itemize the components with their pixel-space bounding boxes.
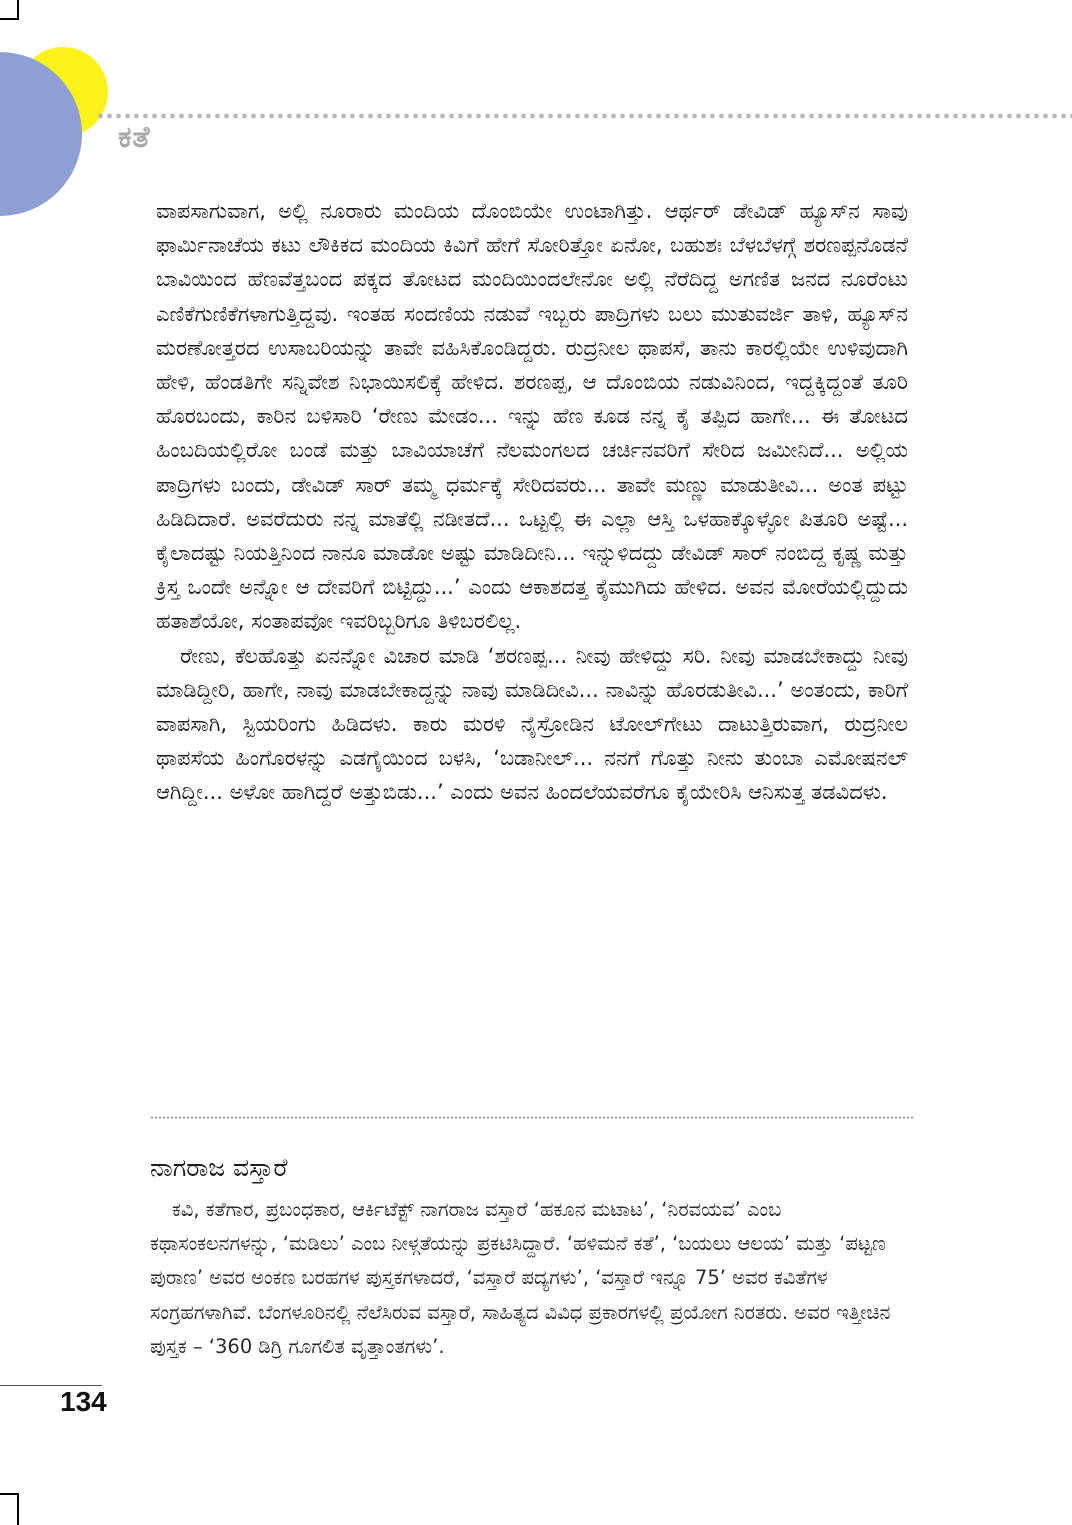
crop-mark-top-left-horizontal — [0, 18, 19, 20]
header-dotted-rule — [96, 112, 1072, 120]
author-section-divider — [150, 1115, 914, 1120]
story-body — [156, 194, 908, 810]
author-name: ನಾಗರಾಜ ವಸ್ತಾರೆ — [150, 1153, 288, 1182]
story-paragraph: ವಾಪಸಾಗುವಾಗ, ಅಲ್ಲಿ ನೂರಾರು ಮಂದಿಯ ದೊಂಬಿಯೇ ಉಂಟಾಗಿತ್ತು. ಆರ್ಥರ್ ಡೇವಿಡ್ ಹ್ಯೂಸ್‌ನ ಸಾವು ಫಾರ್ಮಿನಾಚೆಯ ಕಟು ಲೌಕಿಕದ ಮಂದಿಯ ಕಿವಿಗೆ ಹೇಗೆ ಸೋರಿತ್ತೋ ಏನೋ, ಬಹುಶಃ ಬೆಳಬೆಳಗ್ಗೆ ಶರಣಪ್ಪನೊಡನೆ ಬಾವಿಯಿಂದ ಹೆಣವೆತ್ತಬಂದ ಪಕ್ಕದ ತೋಟದ ಮಂದಿಯಿಂದಲೇನೋ ಅಲ್ಲಿ ನೆರೆದಿದ್ದ ಅಗಣಿತ ಜನದ ನೂರೆಂಟು ಎಣಿಕೆಗುಣಿಕೆಗಳಾಗುತ್ತಿದ್ದವು. ಇಂತಹ ಸಂದಣಿಯ ನಡುವೆ ಇಬ್ಬರು ಪಾದ್ರಿಗಳು ಬಲು ಮುತುವರ್ಜಿ ತಾಳಿ, ಹ್ಯೂಸ್‌ನ ಮರಣೋತ್ತರದ ಉಸಾಬರಿಯನ್ನು ತಾವೇ ವಹಿಸಿಕೊಂಡಿದ್ದರು. ರುದ್ರನೀಲ ಥಾಪಸೆ, ತಾನು ಕಾರಲ್ಲಿಯೇ ಉಳಿವುದಾಗಿ ಹೇಳಿ, ಹೆಂಡತಿಗೇ ಸನ್ನಿವೇಶ ನಿಭಾಯಿಸಲಿಕ್ಕೆ ಹೇಳಿದ. ಶರಣಪ್ಪ, ಆ ದೊಂಬಿಯ ನಡುವಿನಿಂದ, ಇದ್ದಕ್ಕಿದ್ದಂತೆ ತೂರಿ ಹೊರಬಂದು, ಕಾರಿನ ಬಳಿಸಾರಿ ‘ರೇಣು ಮೇಡಂ... ಇನ್ನು ಹೆಣ ಕೂಡ ನನ್ನ ಕೈ ತಪ್ಪಿದ ಹಾಗೇ... ಈ ತೋಟದ ಹಿಂಬದಿಯಲ್ಲಿರೋ ಬಂಡೆ ಮತ್ತು ಬಾವಿಯಾಚೆಗೆ ನೆಲಮಂಗಲದ ಚರ್ಚಿನವರಿಗೆ ಸೇರಿದ ಜಮೀನಿದೆ... ಅಲ್ಲಿಯ ಪಾದ್ರಿಗಳು ಬಂದು, ಡೇವಿಡ್ ಸಾರ್ ತಮ್ಮ ಧರ್ಮಕ್ಕೆ ಸೇರಿದವರು... ತಾವೇ ಮಣ್ಣು ಮಾಡುತೀವಿ... ಅಂತ ಪಟ್ಟು ಹಿಡಿದಿದಾರೆ. ಅವರೆದುರು ನನ್ನ ಮಾತೆಲ್ಲಿ ನಡೀತದೆ... ಒಟ್ಟಲ್ಲಿ ಈ ಎಲ್ಲಾ ಆಸ್ತಿ ಒಳಹಾಕ್ಕೊಳ್ಳೋ ಪಿತೂರಿ ಅಷ್ಟೆ... ಕೈಲಾದಷ್ಟು ನಿಯತ್ತಿನಿಂದ ನಾನೂ ಮಾಡೋ ಅಷ್ಟು ಮಾಡಿದೀನಿ... ಇನ್ನುಳಿದದ್ದು ಡೇವಿಡ್ ಸಾರ್ ನಂಬಿದ್ದ ಕೃಷ್ಣ ಮತ್ತು ಕ್ರಿಸ್ತ ಒಂದೇ ಅನ್ನೋ ಆ ದೇವರಿಗೆ ಬಿಟ್ಟಿದ್ದು...’ ಎಂದು ಆಕಾಶದತ್ತ ಕೈಮುಗಿದು ಹೇಳಿದ. ಅವನ ಮೋರೆಯಲ್ಲಿದ್ದುದು ಹತಾಶೆಯೋ, ಸಂತಾಪವೋ ಇವರಿಬ್ಬರಿಗೂ ತಿಳಿಬರಲಿಲ್ಲ. — [156, 199, 908, 634]
crop-mark-bottom-left-vertical — [17, 1493, 19, 1525]
story-paragraph: ರೇಣು, ಕೆಲಹೊತ್ತು ಏನನ್ನೋ ವಿಚಾರ ಮಾಡಿ ‘ಶರಣಪ್ಪ... ನೀವು ಹೇಳಿದ್ದು ಸರಿ. ನೀವು ಮಾಡಬೇಕಾದ್ದು ನೀವು ಮಾಡಿದ್ದೀರಿ, ಹಾಗೇ, ನಾವು ಮಾಡಬೇಕಾದ್ದನ್ನು ನಾವು ಮಾಡಿದೀವಿ... ನಾವಿನ್ನು ಹೊರಡುತೀವಿ...’ ಅಂತಂದು, ಕಾರಿಗೆ ವಾಪಸಾಗಿ, ಸ್ಟಿಯರಿಂಗು ಹಿಡಿದಳು. ಕಾರು ಮರಳಿ ನೈಸ್ರೋಡಿನ ಟೋಲ್‌ಗೇಟು ದಾಟುತ್ತಿರುವಾಗ, ರುದ್ರನೀಲ ಥಾಪಸೆಯ ಹಿಂಗೊರಳನ್ನು ಎಡಗೈಯಿಂದ ಬಳಸಿ, ‘ಬಡಾನೀಲ್... ನನಗೆ ಗೊತ್ತು ನೀನು ತುಂಬಾ ಎಮೋಷನಲ್ ಆಗಿದ್ದೀ... ಅಳೋ ಹಾಗಿದ್ದರೆ ಅತ್ತುಬಿಡು...’ ಎಂದು ಅವನ ಹಿಂದಲೆಯವರೆಗೂ ಕೈಯೇರಿಸಿ ಆನಿಸುತ್ತ ತಡವಿದಳು. — [156, 643, 908, 805]
crop-mark-top-left-vertical — [17, 0, 19, 20]
crop-mark-bottom-left-horizontal — [0, 1493, 19, 1495]
section-label: ಕತೆ — [118, 120, 151, 155]
author-bio: ಕವಿ, ಕತೆಗಾರ, ಪ್ರಬಂಧಕಾರ, ಆರ್ಕಿಟೆಕ್ಟ್ ನಾಗರಾಜ ವಸ್ತಾರೆ ‘ಹಕೂನ ಮಟಾಟ’, ‘ನಿರವಯವ’ ಎಂಬ ಕಥಾಸಂಕಲನಗಳನ್ನು, ‘ಮಡಿಲು’ ಎಂಬ ನೀಳ್ಗತೆಯನ್ನು ಪ್ರಕಟಿಸಿದ್ದಾರೆ. ‘ಹಳಿಮನೆ ಕತೆ’, ‘ಬಯಲು ಆಲಯ’ ಮತ್ತು ‘ಪಟ್ಟಣ ಪುರಾಣ’ ಅವರ ಅಂಕಣ ಬರಹಗಳ ಪುಸ್ತಕಗಳಾದರೆ, ‘ವಸ್ತಾರೆ ಪದ್ಯಗಳು’, ‘ವಸ್ತಾರೆ ಇನ್ನೂ 75’ ಅವರ ಕವಿತೆಗಳ ಸಂಗ್ರಹಗಳಾಗಿವೆ. ಬೆಂಗಳೂರಿನಲ್ಲಿ ನೆಲೆಸಿರುವ ವಸ್ತಾರೆ, ಸಾಹಿತ್ಯದ ವಿವಿಧ ಪ್ರಕಾರಗಳಲ್ಲಿ ಪ್ರಯೋಗ ನಿರತರು. ಅವರ ಇತ್ತೀಚಿನ ಪುಸ್ತಕ – ‘360 ಡಿಗ್ರಿ ಗೂಗಲಿತ ವೃತ್ತಾಂತಗಳು’. — [150, 1198, 891, 1358]
page-number: 134 — [60, 1386, 107, 1417]
